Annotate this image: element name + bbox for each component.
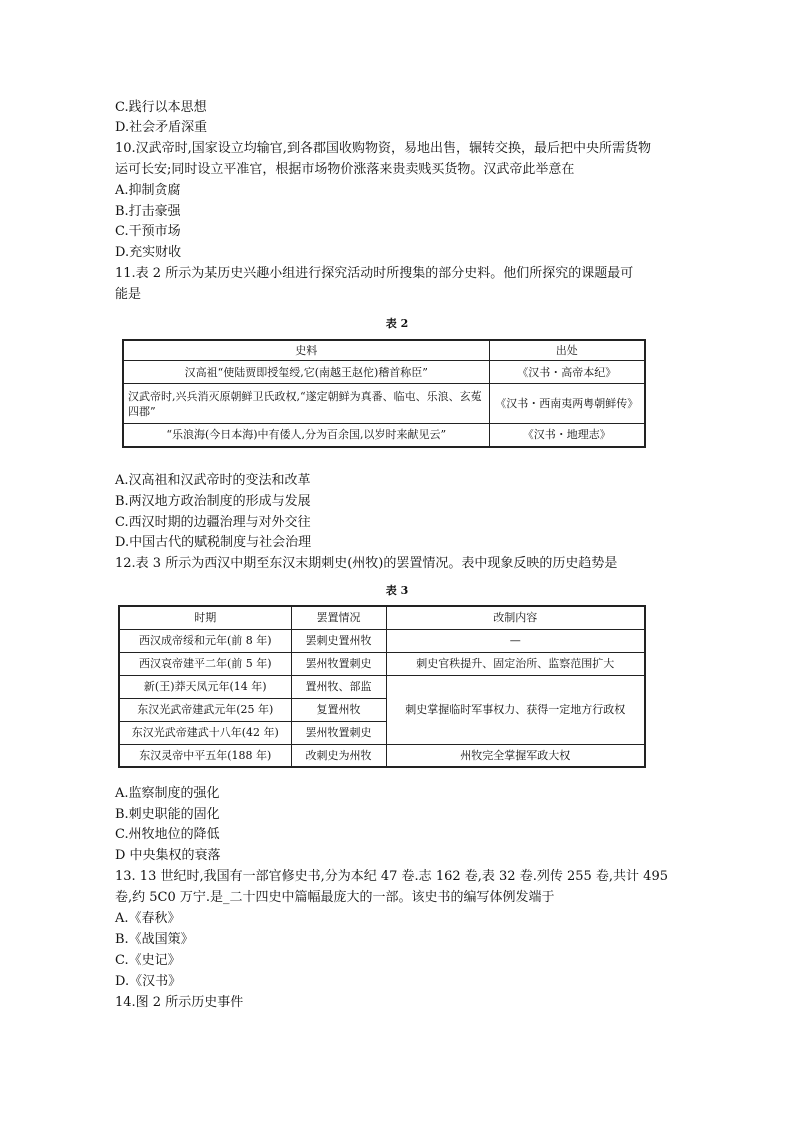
table-2-caption: 表 2 — [385, 317, 409, 330]
question-14: 14.图 2 所示历史事件 — [115, 995, 244, 1010]
option-d-q11: D.中国古代的赋税制度与社会治理 — [115, 535, 312, 550]
period-cell: 新(王)莽天凤元年(14 年) — [119, 675, 291, 698]
option-c-q13: C.《史记》 — [115, 953, 181, 968]
period-cell: 东汉灵帝中平五年(188 年) — [119, 744, 291, 767]
option-d-q12: D 中央集权的衰落 — [115, 848, 221, 863]
option-b-q13: B.《战国策》 — [115, 932, 194, 947]
origin-cell: 《汉书・西南夷两粤朝鲜传》 — [489, 384, 645, 424]
option-b-q10: B.打击豪强 — [115, 204, 181, 219]
status-cell: 罢刺史置州牧 — [291, 629, 386, 652]
status-cell: 罢州牧置刺史 — [291, 652, 386, 675]
origin-cell: 《汉书・地理志》 — [489, 424, 645, 447]
option-c-q12: C.州牧地位的降低 — [115, 827, 220, 842]
option-c-q10: C.干预市场 — [115, 224, 181, 239]
option-a-q11: A.汉高祖和汉武帝时的变法和改革 — [115, 473, 311, 488]
option-c-q11: C.西汉时期的边疆治理与对外交往 — [115, 515, 311, 530]
table-3 — [118, 605, 646, 768]
option-a-q13: A.《春秋》 — [115, 911, 181, 926]
question-13-line-2: 卷,约 5C0 万宁.是_二十四史中篇幅最庞大的一部。该史书的编写体例发端于 — [115, 890, 555, 905]
question-11-line-2: 能是 — [115, 287, 142, 302]
table-header-row — [123, 340, 645, 361]
header-status: 罢置情况 — [291, 606, 386, 629]
table-2 — [122, 339, 646, 448]
table-3-caption: 表 3 — [385, 584, 409, 597]
source-cell: 汉武帝时,兴兵消灭原朝鲜卫氏政权,“遂定朝鲜为真番、临屯、乐浪、玄菟四郡” — [123, 384, 489, 424]
question-10-line-1: 10.汉武帝时,国家设立均输官,到各郡国收购物资，易地出售，辗转交换，最后把中央所需货物 — [115, 141, 651, 156]
reform-cell: — — [386, 629, 645, 652]
period-cell: 西汉哀帝建平二年(前 5 年) — [119, 652, 291, 675]
option-d-q13: D.《汉书》 — [115, 974, 182, 989]
option-b-q12: B.刺史职能的固化 — [115, 807, 220, 822]
table-row — [119, 652, 645, 675]
period-cell: 西汉成帝绥和元年(前 8 年) — [119, 629, 291, 652]
question-10-line-2: 运可长安;同时设立平准官，根据市场物价涨落来贵卖贱买货物。汉武帝此举意在 — [115, 162, 575, 177]
table-row — [119, 744, 645, 767]
origin-cell: 《汉书・高帝本纪》 — [489, 361, 645, 384]
header-period: 时期 — [119, 606, 291, 629]
header-source-material: 史料 — [123, 340, 489, 361]
table-row — [123, 361, 645, 384]
reform-cell: 刺史掌握临时军事权力、获得一定地方行政权 — [386, 675, 645, 744]
period-cell: 东汉光武帝建武元年(25 年) — [119, 698, 291, 721]
option-d-q10: D.充实财收 — [115, 245, 182, 260]
table-row — [123, 424, 645, 447]
source-cell: “乐浪海(今日本海)中有倭人,分为百余国,以岁时来献见云” — [123, 424, 489, 447]
question-12: 12.表 3 所示为西汉中期至东汉末期刺史(州牧)的罢置情况。表中现象反映的历史趋势是 — [115, 556, 618, 571]
question-11-line-1: 11.表 2 所示为某历史兴趣小组进行探究活动时所搜集的部分史料。他们所探究的课题最可 — [115, 266, 634, 281]
question-13-line-1: 13. 13 世纪时,我国有一部官修史书,分为本纪 47 卷.志 162 卷,表 32 卷.列传 255 卷,共计 495 — [115, 869, 668, 884]
source-cell: 汉高祖“使陆贾即授玺绶,它(南越王赵佗)稽首称臣” — [123, 361, 489, 384]
reform-cell: 刺史官秩提升、固定治所、监察范围扩大 — [386, 652, 645, 675]
period-cell: 东汉光武帝建武十八年(42 年) — [119, 721, 291, 744]
option-a-q12: A.监察制度的强化 — [115, 786, 220, 801]
header-reform: 改制内容 — [386, 606, 645, 629]
option-c-q9: C.践行以本思想 — [115, 100, 207, 115]
option-d-q9: D.社会矛盾深重 — [115, 120, 208, 135]
table-header-row — [119, 606, 645, 629]
header-origin: 出处 — [489, 340, 645, 361]
table-row — [123, 384, 645, 424]
reform-cell: 州牧完全掌握军政大权 — [386, 744, 645, 767]
table-row — [119, 675, 645, 698]
option-a-q10: A.抑制贪腐 — [115, 183, 181, 198]
status-cell: 罢州牧置刺史 — [291, 721, 386, 744]
option-b-q11: B.两汉地方政治制度的形成与发展 — [115, 494, 311, 509]
status-cell: 置州牧、部监 — [291, 675, 386, 698]
status-cell: 复置州牧 — [291, 698, 386, 721]
table-row — [119, 629, 645, 652]
status-cell: 改刺史为州牧 — [291, 744, 386, 767]
